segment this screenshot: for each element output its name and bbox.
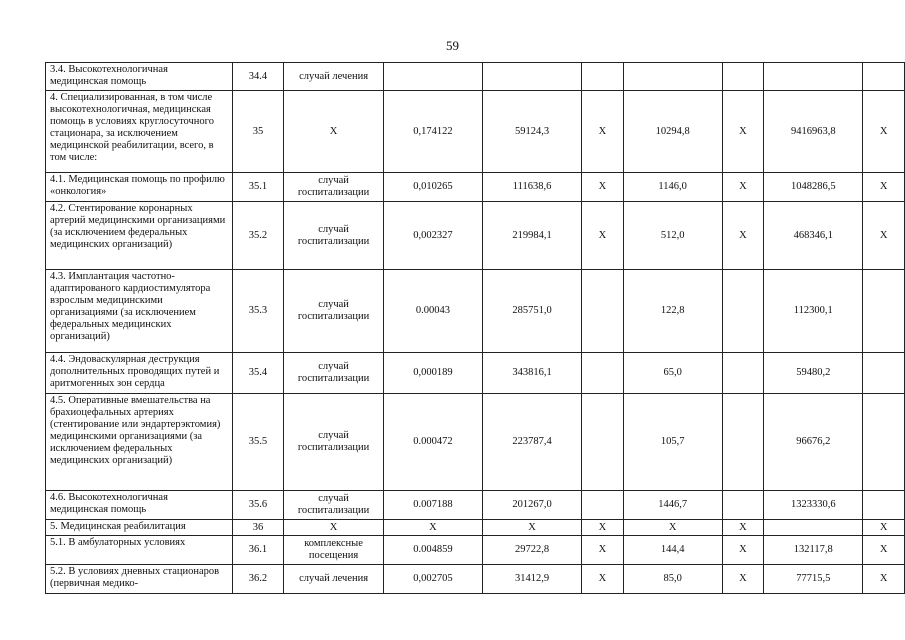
row-cell: [722, 491, 764, 520]
row-cell: 122,8: [623, 270, 722, 353]
row-code: 35.5: [232, 394, 284, 491]
row-cost: 29722,8: [482, 536, 581, 565]
row-unit: комплексные посещения: [284, 536, 384, 565]
row-cell: Х: [582, 536, 624, 565]
row-code: 35.3: [232, 270, 284, 353]
row-cell: [623, 63, 722, 91]
row-unit: случай госпитализации: [284, 202, 384, 270]
row-name: 5.1. В амбулаторных условиях: [46, 536, 233, 565]
row-name: 3.4. Высокотехнологичная медицинская помощь: [46, 63, 233, 91]
data-table: [45, 62, 905, 594]
row-cell: Х: [863, 91, 905, 173]
row-cell: Х: [582, 520, 624, 536]
row-cell: [722, 270, 764, 353]
row-name: 4.2. Стентирование коронарных артерий медицинскими организациями (за исключением федеральных медицинских организаций): [46, 202, 233, 270]
row-cost: [482, 63, 581, 91]
row-code: 35: [232, 91, 284, 173]
row-name: 4.3. Имплантация частотно-адаптированого кардиостимулятора взрослым медицинскими организациями (за исключением федеральных медицинских организаций): [46, 270, 233, 353]
row-code: 36.1: [232, 536, 284, 565]
row-code: 36.2: [232, 565, 284, 594]
row-name: 4.1. Медицинская помощь по профилю «онкология»: [46, 173, 233, 202]
row-cell: [582, 353, 624, 394]
row-cell: 9416963,8: [764, 91, 863, 173]
row-cell: Х: [863, 173, 905, 202]
row-cell: 1323330,6: [764, 491, 863, 520]
table-row: [46, 270, 905, 353]
row-norm: 0,000189: [383, 353, 482, 394]
row-cell: 59480,2: [764, 353, 863, 394]
row-cell: Х: [863, 202, 905, 270]
row-cell: [582, 394, 624, 491]
row-cell: Х: [722, 520, 764, 536]
row-cell: [582, 270, 624, 353]
row-cell: Х: [863, 565, 905, 594]
row-cell: [863, 63, 905, 91]
row-unit: случай лечения: [284, 63, 384, 91]
row-cost: 219984,1: [482, 202, 581, 270]
row-cost: 223787,4: [482, 394, 581, 491]
table-row: [46, 173, 905, 202]
row-norm: 0.00043: [383, 270, 482, 353]
table-row: [46, 491, 905, 520]
row-name: 4.6. Высокотехнологичная медицинская помощь: [46, 491, 233, 520]
page-number: 59: [446, 38, 459, 53]
row-cell: 468346,1: [764, 202, 863, 270]
row-code: 35.4: [232, 353, 284, 394]
table-row: [46, 565, 905, 594]
row-unit: случай госпитализации: [284, 173, 384, 202]
row-cost: 201267,0: [482, 491, 581, 520]
row-code: 35.1: [232, 173, 284, 202]
row-cell: [863, 353, 905, 394]
row-name: 4.5. Оперативные вмешательства на брахиоцефальных артериях (стентирование или эндартерэктомия) медицинскими организациями (за исключением федеральных медицинских организаций): [46, 394, 233, 491]
row-cell: 1446,7: [623, 491, 722, 520]
row-cost: 111638,6: [482, 173, 581, 202]
row-unit: случай госпитализации: [284, 353, 384, 394]
row-cell: Х: [722, 173, 764, 202]
table-row: [46, 394, 905, 491]
row-cell: Х: [863, 520, 905, 536]
row-cell: [863, 270, 905, 353]
table-row: [46, 520, 905, 536]
row-cell: 144,4: [623, 536, 722, 565]
row-norm: 0,010265: [383, 173, 482, 202]
row-unit: случай госпитализации: [284, 270, 384, 353]
row-cell: [764, 63, 863, 91]
row-cell: [863, 394, 905, 491]
row-cell: [722, 63, 764, 91]
row-cell: 112300,1: [764, 270, 863, 353]
row-cell: 77715,5: [764, 565, 863, 594]
row-cell: [722, 353, 764, 394]
row-cell: Х: [582, 173, 624, 202]
row-cell: [582, 63, 624, 91]
row-norm: 0.000472: [383, 394, 482, 491]
row-cell: 512,0: [623, 202, 722, 270]
row-cell: 65,0: [623, 353, 722, 394]
row-cell: 85,0: [623, 565, 722, 594]
row-code: 35.6: [232, 491, 284, 520]
row-norm: [383, 63, 482, 91]
row-cell: [764, 520, 863, 536]
row-norm: 0.007188: [383, 491, 482, 520]
row-cell: Х: [722, 91, 764, 173]
row-cell: [863, 491, 905, 520]
row-cell: [582, 491, 624, 520]
row-cell: Х: [582, 202, 624, 270]
row-cell: Х: [722, 536, 764, 565]
table-row: [46, 202, 905, 270]
row-cell: Х: [722, 202, 764, 270]
row-unit: Х: [284, 91, 384, 173]
row-cost: 285751,0: [482, 270, 581, 353]
row-cell: 132117,8: [764, 536, 863, 565]
row-cell: Х: [582, 91, 624, 173]
row-cell: Х: [582, 565, 624, 594]
row-cell: 10294,8: [623, 91, 722, 173]
row-norm: 0,002705: [383, 565, 482, 594]
row-cell: 1146,0: [623, 173, 722, 202]
row-unit: Х: [284, 520, 384, 536]
row-code: 34.4: [232, 63, 284, 91]
row-cell: 96676,2: [764, 394, 863, 491]
row-name: 4.4. Эндоваскулярная деструкция дополнительных проводящих путей и аритмогенных зон сердца: [46, 353, 233, 394]
row-unit: случай лечения: [284, 565, 384, 594]
row-code: 35.2: [232, 202, 284, 270]
row-norm: 0.004859: [383, 536, 482, 565]
row-cell: 1048286,5: [764, 173, 863, 202]
row-unit: случай госпитализации: [284, 491, 384, 520]
row-cell: [722, 394, 764, 491]
row-cost: Х: [482, 520, 581, 536]
row-cost: 31412,9: [482, 565, 581, 594]
row-norm: 0,002327: [383, 202, 482, 270]
row-name: 5.2. В условиях дневных стационаров (первичная медико-: [46, 565, 233, 594]
row-name: 4. Специализированная, в том числе высокотехнологичная, медицинская помощь в условиях круглосуточного стационара, за исключением медицинской реабилитации, всего, в том числе:: [46, 91, 233, 173]
row-cell: 105,7: [623, 394, 722, 491]
row-code: 36: [232, 520, 284, 536]
row-norm: 0,174122: [383, 91, 482, 173]
table-row: [46, 536, 905, 565]
table-row: [46, 91, 905, 173]
row-name: 5. Медицинская реабилитация: [46, 520, 233, 536]
row-norm: Х: [383, 520, 482, 536]
table-row: [46, 353, 905, 394]
table-row: [46, 63, 905, 91]
row-cell: Х: [722, 565, 764, 594]
row-cost: 59124,3: [482, 91, 581, 173]
row-cost: 343816,1: [482, 353, 581, 394]
row-cell: Х: [863, 536, 905, 565]
row-unit: случай госпитализации: [284, 394, 384, 491]
row-cell: Х: [623, 520, 722, 536]
